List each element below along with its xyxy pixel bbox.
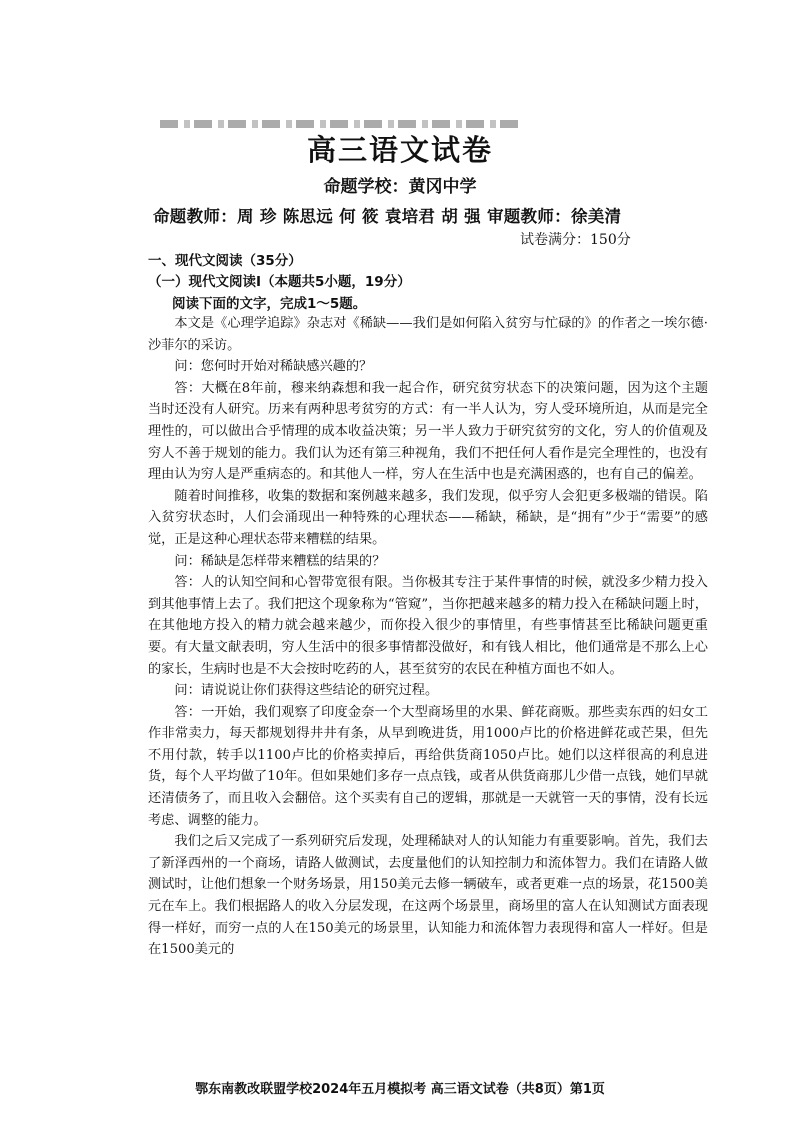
scan-artifact-band xyxy=(160,120,520,128)
paragraph-question: 问：您何时开始对稀缺感兴趣的？ xyxy=(174,359,373,375)
exam-teachers: 命题教师：周 珍 陈思远 何 筱 袁培君 胡 强 审题教师：徐美清 xyxy=(153,207,622,226)
reading-instruction: 阅读下面的文字，完成1～5题。 xyxy=(172,296,367,312)
paragraph-answer: 答：人的认知空间和心智带宽很有限。当你极其专注于某件事情的时候，就没多少精力投入到其他事情上去了。我们把这个现象称为“管窥”，当你把越来越多的精力投入在稀缺问题上时，在其他地方投入的精力就会越来越少，而你投入很少的事情里，有些事情甚至比稀缺问题更重要。有大量文献表明，穷人生活中的很多事情都没做好，和有钱人相比，他们通常是不那么上心的家长，生病时也是不大会按时吃药的人，甚至贫穷的农民在种植方面也不如人。 xyxy=(148,575,708,677)
article-body xyxy=(148,313,708,961)
paragraph: 随着时间推移，收集的数据和案例越来越多，我们发现，似乎穷人会犯更多极端的错误。陷入贫穷状态时，人们会涌现出一种特殊的心理状态——稀缺，稀缺，是“拥有”少于“需要”的感觉，正是这种心理状态带来糟糕的结果。 xyxy=(148,488,708,547)
paragraph-question: 问：请说说让你们获得这些结论的研究过程。 xyxy=(174,683,439,699)
subsection-heading: （一）现代文阅读Ⅰ（本题共5小题，19分） xyxy=(148,274,411,290)
exam-school: 命题学校：黄冈中学 xyxy=(323,177,477,197)
page-title: 高三语文试卷 xyxy=(306,133,493,167)
paragraph: 本文是《心理学追踪》杂志对《稀缺——我们是如何陷入贫穷与忙碌的》的作者之一埃尔德·沙菲尔的采访。 xyxy=(148,316,708,353)
paragraph-question: 问：稀缺是怎样带来糟糕的结果的？ xyxy=(174,553,386,569)
section-heading: 一、现代文阅读（35分） xyxy=(148,253,302,269)
paragraph: 我们之后又完成了一系列研究后发现，处理稀缺对人的认知能力有重要影响。首先，我们去了新泽西州的一个商场，请路人做测试，去度量他们的认知控制力和流体智力。我们在请路人做测试时，让他们想象一个财务场景，用150美元去修一辆破车，或者更难一点的场景，花1500美元在车上。我们根据路人的收入分层发现，在这两个场景里，商场里的富人在认知测试方面表现得一样好，而穷一点的人在150美元的场景里，认知能力和流体智力表现得和富人一样好。但是在1500美元的 xyxy=(148,834,708,958)
paragraph-answer: 答：一开始，我们观察了印度金奈一个大型商场里的水果、鲜花商贩。那些卖东西的妇女工作非常卖力，每天都规划得井井有条，从早到晚进货，用1000卢比的价格进鲜花或芒果，但先不用付款，转手以1100卢比的价格卖掉后，再给供货商1050卢比。她们以这样很高的利息进货，每个人平均做了10年。但如果她们多存一点点钱，或者从供货商那儿少借一点钱，她们早就还清债务了，而且收入会翻倍。这个买卖有自己的逻辑，那就是一天就管一天的事情，没有长远考虑、调整的能力。 xyxy=(148,704,708,828)
paragraph-answer: 答：大概在8年前，穆来纳森想和我一起合作，研究贫穷状态下的决策问题，因为这个主题当时还没有人研究。历来有两种思考贫穷的方式：有一半人认为，穷人受环境所迫，从而是完全理性的，可以做出合乎情理的成本收益决策；另一半人致力于研究贫穷的文化，穷人的价值观及穷人不善于规划的能力。我们认为还有第三种视角，我们不把任何人看作是完全理性的，也没有理由认为穷人是严重病态的。和其他人一样，穷人在生活中也是充满困惑的，也有自己的偏差。 xyxy=(148,380,708,483)
full-score: 试卷满分：150分 xyxy=(520,232,631,248)
page-footer: 鄂东南教改联盟学校2024年五月模拟考 高三语文试卷（共8页）第1页 xyxy=(195,1082,605,1097)
